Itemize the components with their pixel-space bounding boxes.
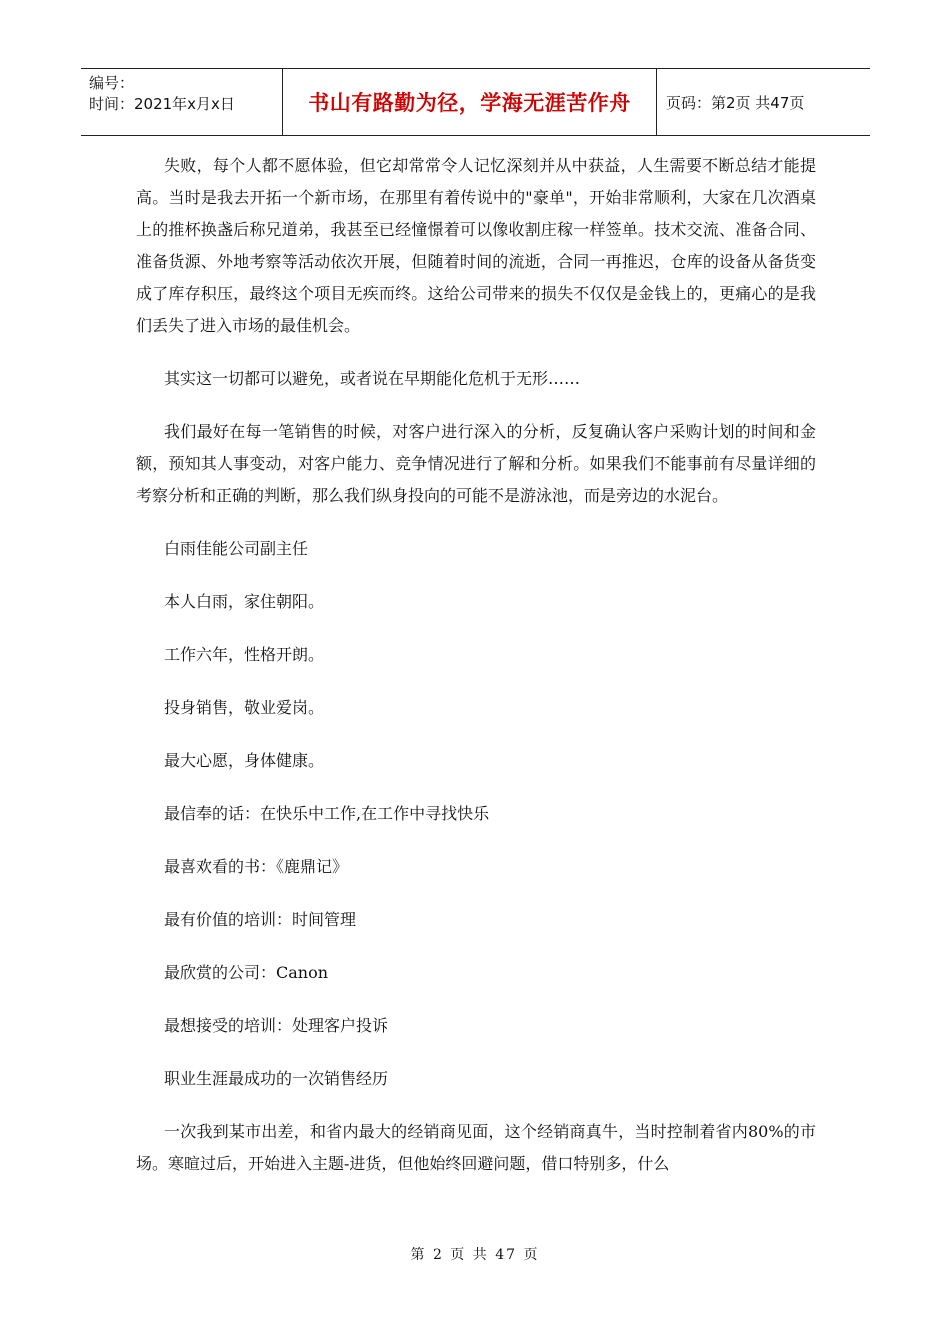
paragraph: 最信奉的话：在快乐中工作,在工作中寻找快乐 bbox=[164, 804, 490, 823]
header-motto: 书山有路勤为径，学海无涯苦作舟 bbox=[283, 69, 657, 135]
paragraph: 工作六年，性格开朗。 bbox=[164, 645, 325, 664]
paragraph: 最喜欢看的书：《鹿鼎记》 bbox=[164, 857, 349, 876]
paragraph: 我们最好在每一笔销售的时候，对客户进行深入的分析，反复确认客户采购计划的时间和金额，预知其人事变动，对客户能力、竞争情况进行了解和分析。如果我们不能事前有尽量详细的考察分析和正确的判断，那么我们纵身投向的可能不是游泳池，而是旁边的水泥台。 bbox=[136, 422, 816, 505]
paragraph: 最想接受的培训：处理客户投诉 bbox=[164, 1016, 389, 1035]
header-page-number: 页码：第2页 共47页 bbox=[666, 93, 805, 112]
page-header bbox=[81, 68, 870, 136]
paragraph: 投身销售，敬业爱岗。 bbox=[164, 698, 325, 717]
paragraph: 白雨佳能公司副主任 bbox=[164, 539, 309, 558]
time-label: 时间：2021年x月x日 bbox=[89, 95, 235, 113]
paragraph: 其实这一切都可以避免，或者说在早期能化危机于无形…… bbox=[164, 369, 581, 388]
page-footer: 第 2 页 共 47 页 bbox=[410, 1247, 540, 1263]
header-meta bbox=[81, 69, 283, 135]
paragraph: 职业生涯最成功的一次销售经历 bbox=[164, 1069, 389, 1088]
document-body bbox=[136, 150, 816, 1201]
paragraph: 最欣赏的公司：Canon bbox=[164, 963, 329, 982]
paragraph: 最有价值的培训：时间管理 bbox=[164, 910, 357, 929]
number-label: 编号： bbox=[89, 74, 135, 92]
paragraph: 一次我到某市出差，和省内最大的经销商见面，这个经销商真牛，当时控制着省内80%的市场。寒暄过后，开始进入主题-进货，但他始终回避问题，借口特别多，什么 bbox=[136, 1122, 816, 1173]
paragraph: 本人白雨，家住朝阳。 bbox=[164, 592, 325, 611]
paragraph: 最大心愿，身体健康。 bbox=[164, 751, 325, 770]
paragraph: 失败，每个人都不愿体验，但它却常常令人记忆深刻并从中获益，人生需要不断总结才能提高。当时是我去开拓一个新市场，在那里有着传说中的"豪单"，开始非常顺利，大家在几次酒桌上的推杯换盏后称兄道弟，我甚至已经憧憬着可以像收割庄稼一样签单。技术交流、准备合同、准备货源、外地考察等活动依次开展，但随着时间的流逝，合同一再推迟，仓库的设备从备货变成了库存积压，最终这个项目无疾而终。这给公司带来的损失不仅仅是金钱上的，更痛心的是我们丢失了进入市场的最佳机会。 bbox=[136, 156, 816, 335]
